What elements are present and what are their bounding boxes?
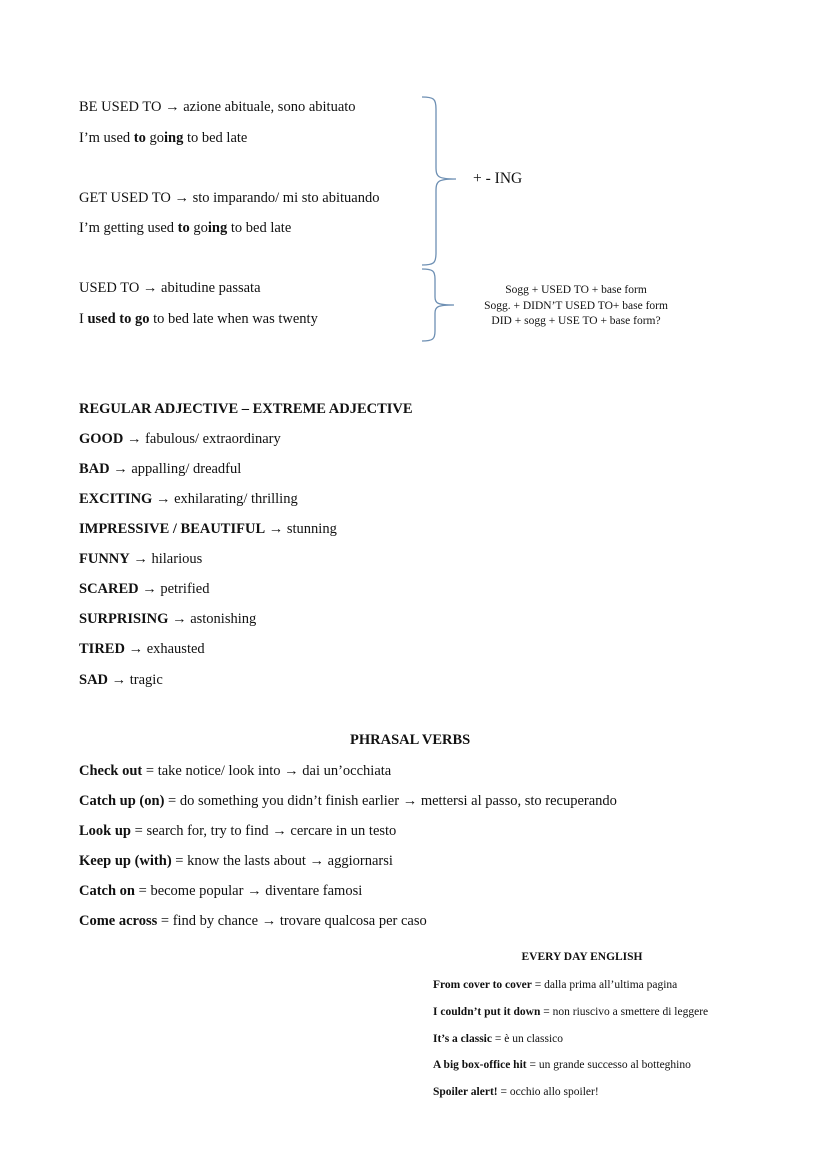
get-used-to-definition: GET USED TO → sto imparando/ mi sto abituando	[79, 190, 380, 206]
phrasal-verb-item: Catch up (on) = do something you didn’t finish earlier → mettersi al passo, sto recuperando	[79, 793, 617, 809]
adjectives-title: REGULAR ADJECTIVE – EXTREME ADJECTIVE	[79, 401, 413, 417]
adjective-item: SCARED → petrified	[79, 581, 210, 597]
used-to-definition: USED TO → abitudine passata	[79, 280, 261, 296]
phrasal-verb-item: Check out = take notice/ look into → dai un’occhiata	[79, 763, 392, 779]
brace-ing	[420, 95, 460, 267]
get-used-to-example: I’m getting used to going to bed late	[79, 220, 292, 236]
phrasal-verb-item: Look up = search for, try to find → cercare in un testo	[79, 823, 397, 839]
everyday-english-item: It’s a classic = è un classico	[433, 1033, 563, 1045]
phrasal-verbs-title: PHRASAL VERBS	[350, 732, 471, 748]
adjective-item: IMPRESSIVE / BEAUTIFUL → stunning	[79, 521, 337, 537]
adjective-item: TIRED → exhausted	[79, 641, 205, 657]
be-used-to-definition: BE USED TO → azione abituale, sono abituato	[79, 99, 356, 115]
adjective-item: SURPRISING → astonishing	[79, 611, 257, 627]
adjective-item: BAD → appalling/ dreadful	[79, 461, 242, 477]
phrasal-verb-item: Come across = find by chance → trovare qualcosa per caso	[79, 913, 427, 929]
formula-line: DID + sogg + USE TO + base form?	[491, 315, 661, 327]
be-used-to-example: I’m used to going to bed late	[79, 130, 248, 146]
phrasal-verb-item: Keep up (with) = know the lasts about → aggiornarsi	[79, 853, 393, 869]
adjective-item: GOOD → fabulous/ extraordinary	[79, 431, 281, 447]
adjective-item: EXCITING → exhilarating/ thrilling	[79, 491, 298, 507]
adjective-item: SAD → tragic	[79, 672, 163, 688]
ing-note: + - ING	[473, 170, 523, 187]
everyday-english-item: I couldn’t put it down = non riuscivo a smettere di leggere	[433, 1006, 709, 1018]
brace-used-to	[420, 267, 460, 343]
used-to-formulas	[460, 283, 692, 330]
adjective-item: FUNNY → hilarious	[79, 551, 203, 567]
everyday-english-item: Spoiler alert! = occhio allo spoiler!	[433, 1086, 599, 1098]
formula-line: Sogg + USED TO + base form	[505, 284, 647, 296]
used-to-example: I used to go to bed late when was twenty	[79, 311, 318, 327]
everyday-english-title: EVERY DAY ENGLISH	[521, 951, 643, 963]
phrasal-verb-item: Catch on = become popular → diventare famosi	[79, 883, 363, 899]
everyday-english-item: A big box-office hit = un grande successo al botteghino	[433, 1059, 691, 1071]
everyday-english-item: From cover to cover = dalla prima all’ultima pagina	[433, 979, 678, 991]
formula-line: Sogg. + DIDN’T USED TO+ base form	[484, 299, 668, 312]
